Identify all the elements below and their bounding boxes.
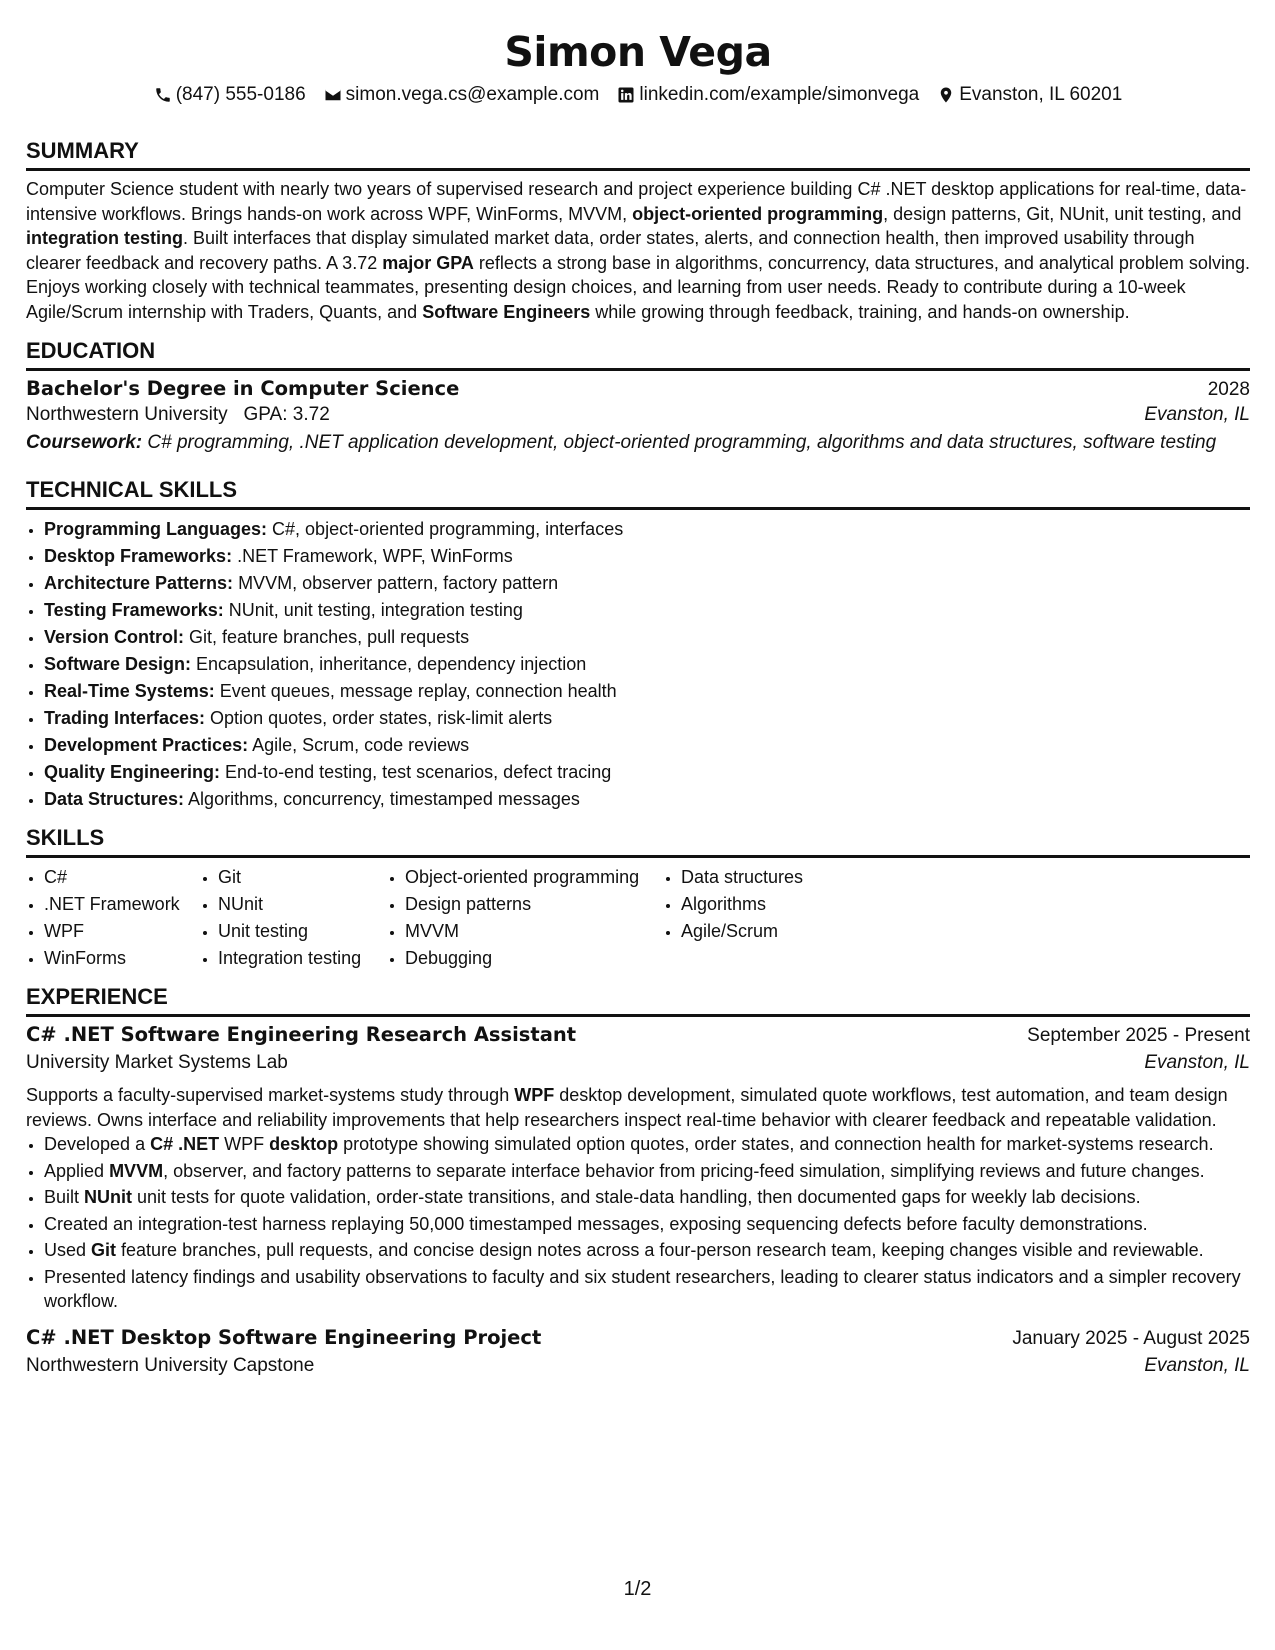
- coursework-label: Coursework:: [26, 432, 143, 453]
- technical-skill-label: Trading Interfaces:: [44, 708, 206, 728]
- technical-skill-value: Option quotes, order states, risk-limit alerts: [205, 708, 553, 728]
- technical-skill-value: Algorithms, concurrency, timestamped messages: [184, 789, 580, 809]
- bullet-text: Built: [44, 1187, 85, 1207]
- skill-item: • Object-oriented programming: [405, 864, 663, 891]
- bullet-text: Presented latency findings and usability observations to faculty and six student researchers, leading to clearer status indicators and a simpler recovery workflow.: [44, 1266, 1241, 1311]
- contact-linkedin[interactable]: [617, 82, 919, 108]
- technical-skill-label: Data Structures:: [44, 789, 185, 809]
- job-bullet: [44, 1185, 1250, 1210]
- skills-column: [387, 864, 663, 972]
- job-org: University Market Systems Lab: [26, 1052, 288, 1073]
- technical-skill-value: MVVM, observer pattern, factory pattern: [233, 573, 559, 593]
- desc-part: Supports a faculty-supervised market-systems study through: [26, 1085, 515, 1105]
- skill-item: • Data structures: [681, 864, 863, 891]
- job-location: Evanston, IL: [1144, 1052, 1250, 1073]
- bullet-text: Applied: [44, 1160, 110, 1181]
- experience-entry: [26, 1023, 1250, 1314]
- summary-text: [26, 177, 1250, 324]
- job-title: C# .NET Software Engineering Research Assistant: [26, 1023, 577, 1046]
- bullet-text: prototype showing simulated option quotes, order states, and connection health for market-systems research.: [338, 1134, 1214, 1154]
- page-number: 1/2: [623, 1578, 652, 1600]
- education-heading: EDUCATION: [26, 338, 1250, 371]
- education-entry: [26, 377, 1250, 455]
- contact-phone[interactable]: [154, 82, 306, 108]
- contact-bar: [26, 82, 1250, 108]
- technical-skill-item: [44, 597, 1250, 624]
- skill-item: • WPF: [44, 918, 200, 945]
- degree-title: Bachelor's Degree in Computer Science: [26, 377, 460, 400]
- technical-skill-value: NUnit, unit testing, integration testing: [223, 600, 523, 620]
- skills-column-list: [200, 864, 387, 972]
- skill-item: • MVVM: [405, 918, 663, 945]
- skills-column-list: [387, 864, 663, 972]
- technical-skill-value: Event queues, message replay, connection health: [214, 681, 617, 701]
- technical-skill-item: [44, 678, 1250, 705]
- desc-part: desktop development, simulated quote workflows, test automation, and team design reviews. Owns interface and reliability improvements that help researchers inspect real-time behavior with clearer feedback and repeatable validation.: [26, 1085, 1228, 1130]
- skill-item: • C#: [44, 864, 200, 891]
- technical-skill-value: Agile, Scrum, code reviews: [248, 735, 470, 755]
- summary-heading: SUMMARY: [26, 138, 1250, 171]
- bullet-text: feature branches, pull requests, and concise design notes across a four-person research team, keeping changes visible and reviewable.: [116, 1240, 1204, 1260]
- summary-bold: major GPA: [382, 252, 474, 273]
- technical-skill-label: Programming Languages:: [44, 519, 268, 539]
- technical-skill-label: Desktop Frameworks:: [44, 546, 233, 566]
- bullet-bold: MVVM: [109, 1160, 164, 1181]
- job-location: Evanston, IL: [1144, 1354, 1250, 1376]
- skills-column: [663, 864, 863, 972]
- location-text: Evanston, IL 60201: [959, 84, 1123, 105]
- email-text: simon.vega.cs@example.com: [345, 84, 600, 105]
- skill-item: • Debugging: [405, 945, 663, 972]
- technical-skill-value: End-to-end testing, test scenarios, defect tracing: [220, 762, 612, 782]
- map-pin-icon: [937, 86, 955, 104]
- skills-column: [200, 864, 387, 972]
- school-line: [26, 401, 330, 429]
- bullet-bold: desktop: [269, 1134, 339, 1154]
- bullet-bold: NUnit: [84, 1187, 133, 1207]
- skills-column-list: [663, 864, 863, 945]
- school-name: Northwestern University: [26, 404, 228, 425]
- technical-skill-label: Testing Frameworks:: [44, 600, 224, 620]
- technical-skill-value: Git, feature branches, pull requests: [184, 627, 470, 647]
- envelope-icon: [324, 86, 342, 104]
- job-bullet: [44, 1212, 1250, 1237]
- skill-item: • .NET Framework: [44, 891, 200, 918]
- technical-skills-list: [26, 516, 1250, 813]
- coursework-list: C# programming, .NET application development, object-oriented programming, algorithms and data structures, software testing: [142, 432, 1217, 453]
- job-bullets: [26, 1132, 1250, 1314]
- linkedin-text: linkedin.com/example/simonvega: [639, 84, 920, 105]
- technical-skill-item: [44, 759, 1250, 786]
- bullet-text: unit tests for quote validation, order-state transitions, and stale-data handling, then documented gaps for weekly lab decisions.: [132, 1187, 1141, 1207]
- job-bullet: [44, 1159, 1250, 1184]
- job-dates: September 2025 - Present: [1027, 1025, 1250, 1046]
- desc-bold: WPF: [514, 1085, 555, 1105]
- phone-icon: [154, 86, 172, 104]
- skill-item: • Integration testing: [218, 945, 387, 972]
- technical-skill-label: Software Design:: [44, 654, 192, 674]
- summary-part: . Built interfaces that display simulated market data, order states, alerts, and connection health, then improved usability through clearer feedback and recovery paths. A 3.72: [26, 228, 1195, 273]
- summary-part: while growing through feedback, training, and hands-on ownership.: [590, 301, 1130, 322]
- technical-skill-value: C#, object-oriented programming, interfaces: [267, 519, 624, 539]
- experience-entry: [26, 1326, 1250, 1380]
- technical-skills-heading: TECHNICAL SKILLS: [26, 477, 1250, 510]
- skill-item: • NUnit: [218, 891, 387, 918]
- summary-part: , design patterns, Git, NUnit, unit testing, and: [883, 203, 1242, 224]
- technical-skill-label: Version Control:: [44, 627, 185, 647]
- experience-heading: EXPERIENCE: [26, 984, 1250, 1017]
- bullet-bold: Git: [91, 1240, 117, 1260]
- summary-bold: Software Engineers: [422, 301, 591, 322]
- bullet-text: Developed a: [44, 1134, 151, 1154]
- technical-skill-item: [44, 786, 1250, 813]
- job-bullet: [44, 1132, 1250, 1157]
- technical-skill-label: Quality Engineering:: [44, 762, 221, 782]
- technical-skill-label: Real-Time Systems:: [44, 681, 215, 701]
- skill-item: • WinForms: [44, 945, 200, 972]
- skill-item: • Algorithms: [681, 891, 863, 918]
- skill-item: • Design patterns: [405, 891, 663, 918]
- skills-column-list: [26, 864, 200, 972]
- technical-skill-item: [44, 570, 1250, 597]
- skill-item: • Agile/Scrum: [681, 918, 863, 945]
- technical-skill-item: [44, 705, 1250, 732]
- resume-page: [26, 0, 1250, 1380]
- technical-skill-item: [44, 624, 1250, 651]
- summary-bold: integration testing: [26, 228, 183, 248]
- contact-location: [937, 82, 1122, 108]
- technical-skill-label: Architecture Patterns:: [44, 573, 234, 593]
- job-title: C# .NET Desktop Software Engineering Project: [26, 1325, 542, 1349]
- skill-item: • Git: [218, 864, 387, 891]
- job-bullet: [44, 1265, 1250, 1314]
- summary-part: Computer Science student with nearly two years of supervised research and project experience building C# .NET desktop applications for real-time, data-intensive workflows. Brings hands-on work across WPF, WinForms, MVVM,: [26, 179, 1247, 224]
- bullet-text: WPF: [219, 1134, 270, 1154]
- skills-heading: SKILLS: [26, 825, 1250, 858]
- job-description: [26, 1083, 1250, 1132]
- technical-skill-item: [44, 543, 1250, 570]
- skills-grid: [26, 864, 1250, 972]
- job-bullet: [44, 1238, 1250, 1263]
- school-location: Evanston, IL: [1144, 404, 1250, 425]
- job-org: Northwestern University Capstone: [26, 1354, 315, 1376]
- technical-skill-value: Encapsulation, inheritance, dependency injection: [191, 654, 587, 674]
- linkedin-icon: [617, 86, 635, 104]
- technical-skill-item: [44, 516, 1250, 543]
- graduation-year: 2028: [1207, 379, 1250, 400]
- technical-skill-item: [44, 732, 1250, 759]
- summary-part: reflects a strong base in algorithms, concurrency, data structures, and analytical problem solving. Enjoys working closely with technical teammates, presenting design choices, and learning from user needs. Ready to contribute during a 10-week Agile/Scrum internship with Traders, Quants, and: [26, 252, 1250, 322]
- skills-column: [26, 864, 200, 972]
- bullet-text: Used: [44, 1240, 92, 1260]
- bullet-text: Created an integration-test harness replaying 50,000 timestamped messages, exposing sequencing defects before faculty demonstrations.: [44, 1213, 1148, 1234]
- technical-skill-label: Development Practices:: [44, 735, 249, 755]
- technical-skill-item: [44, 651, 1250, 678]
- technical-skill-value: .NET Framework, WPF, WinForms: [232, 546, 513, 566]
- bullet-bold: C# .NET: [150, 1134, 220, 1154]
- contact-email[interactable]: [324, 82, 600, 108]
- summary-bold: object-oriented programming: [632, 203, 884, 224]
- candidate-name: Simon Vega: [504, 28, 772, 76]
- bullet-text: , observer, and factory patterns to separate interface behavior from pricing-feed simulation, simplifying reviews and future changes.: [163, 1160, 1205, 1181]
- job-dates: January 2025 - August 2025: [1012, 1327, 1250, 1349]
- coursework: [26, 431, 1250, 455]
- skill-item: • Unit testing: [218, 918, 387, 945]
- phone-text: (847) 555-0186: [175, 84, 306, 105]
- gpa: GPA: 3.72: [243, 404, 330, 425]
